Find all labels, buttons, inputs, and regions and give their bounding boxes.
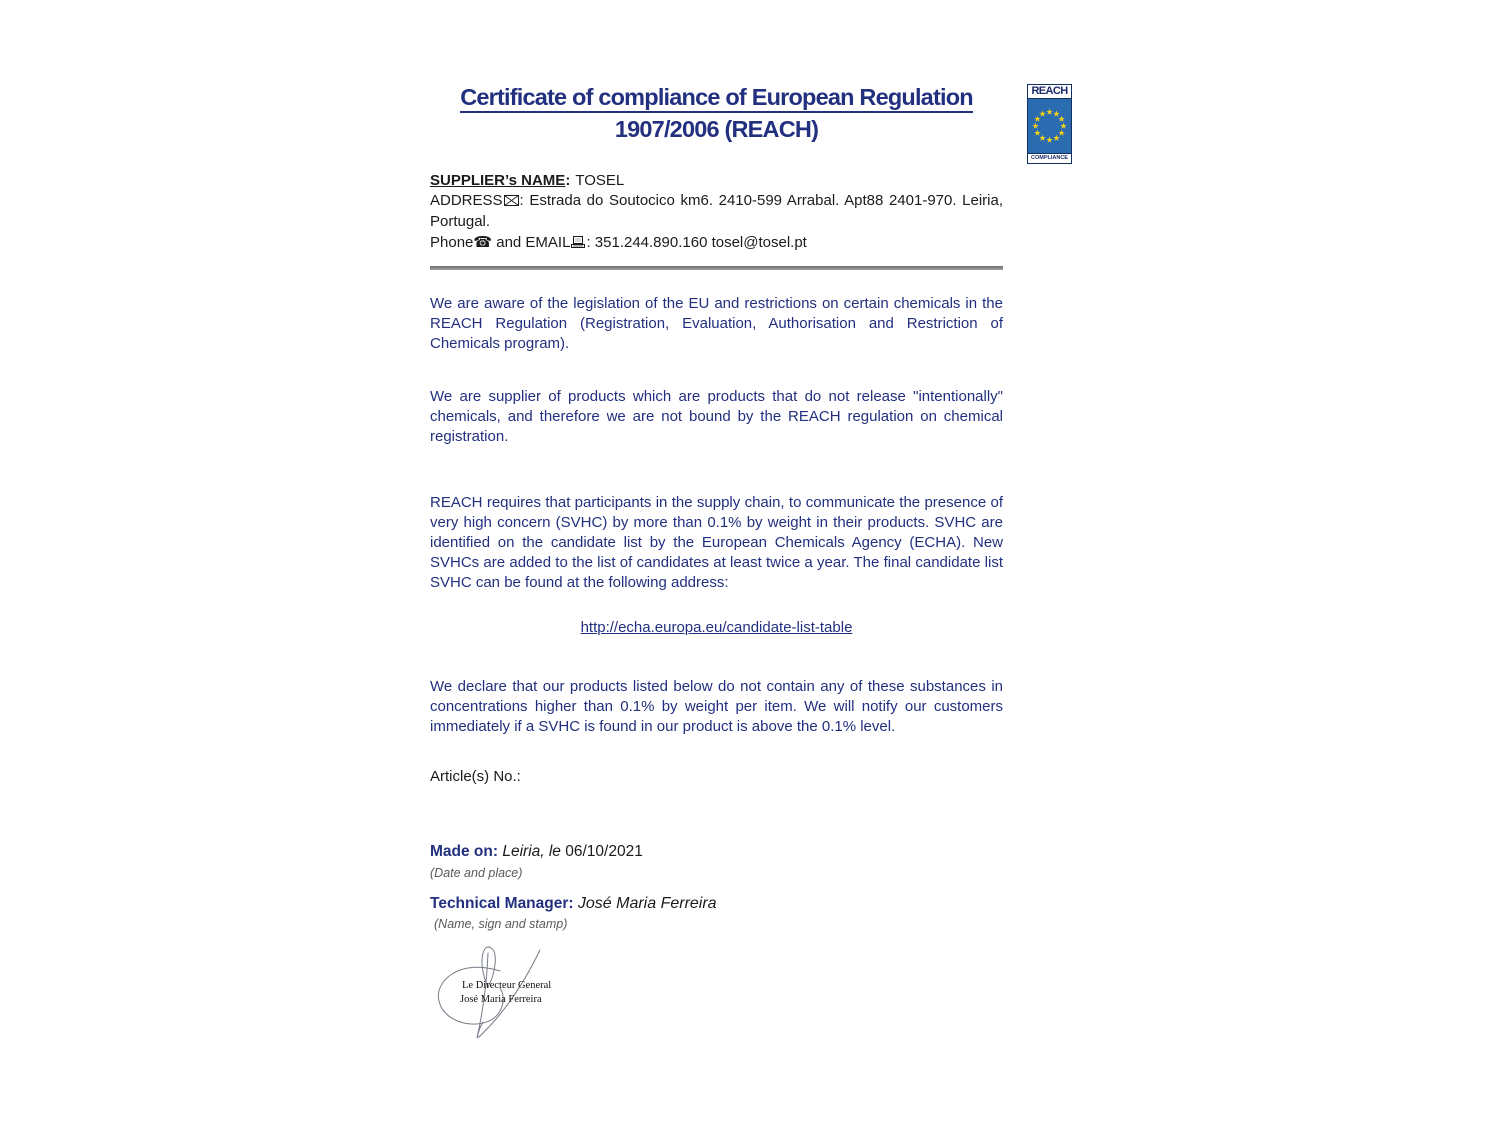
supplier-address-line-2: Portugal. bbox=[430, 213, 491, 230]
computer-icon bbox=[571, 234, 585, 254]
technical-manager-name: José Maria Ferreira bbox=[577, 895, 717, 912]
email-label: and EMAIL bbox=[496, 234, 571, 251]
technical-manager-line bbox=[430, 895, 1003, 913]
name-sign-stamp-caption: (Name, sign and stamp) bbox=[434, 917, 568, 931]
date-place-caption: (Date and place) bbox=[430, 866, 523, 880]
supplier-address-line bbox=[430, 191, 1003, 212]
paragraph-declaration: We declare that our products listed below do not contain any of these substances in concentrations higher than 0.1% by weight per item. We will notify our customers immediately if a SVHC is found in our product is above the 0.1% level. bbox=[430, 678, 1003, 735]
signature-name-text: José Maria Ferreira bbox=[460, 994, 542, 1005]
address-label: ADDRESS bbox=[430, 192, 503, 209]
signature-strokes bbox=[438, 947, 540, 1038]
reach-compliance-logo bbox=[1027, 84, 1072, 164]
logo-compliance-label: COMPLIANCE bbox=[1028, 153, 1071, 163]
made-on-date: 06/10/2021 bbox=[565, 843, 643, 860]
article-number-label: Article(s) No.: bbox=[430, 768, 521, 785]
contact-value: 351.244.890.160 tosel@tosel.pt bbox=[594, 234, 807, 251]
supplier-name-colon: : bbox=[565, 172, 571, 189]
contact-colon: : bbox=[586, 234, 591, 251]
supplier-name-value: TOSEL bbox=[575, 172, 625, 189]
phone-label: Phone bbox=[430, 234, 474, 251]
signature-stamp bbox=[428, 941, 556, 1049]
address-colon: : bbox=[519, 192, 524, 209]
made-on-line bbox=[430, 843, 1003, 861]
title-line-1: Certificate of compliance of European Regulation bbox=[430, 84, 1003, 110]
paragraph-svhc-requirements: REACH requires that participants in the supply chain, to communicate the presence of very high concern (SVHC) by more than 0.1% by weight in their products. SVHC are identified on the candidate list by the European Chemicals Agency (ECHA). New SVHCs are added to the list of candidates at least twice a year. The final candidate list SVHC can be found at the following address: bbox=[430, 494, 1003, 591]
signature-title-text: Le Directeur General bbox=[462, 980, 552, 991]
made-on-label: Made on: bbox=[430, 843, 499, 860]
address-text: Estrada do Soutocico km6. 2410-599 Arrabal. Apt88 2401-970. Leiria, bbox=[529, 192, 1004, 209]
technical-manager-label: Technical Manager: bbox=[430, 895, 574, 912]
logo-reach-label: REACH bbox=[1028, 85, 1071, 99]
supplier-contact-line bbox=[430, 232, 1003, 254]
made-on-place: Leiria, le bbox=[502, 843, 561, 860]
supplier-block bbox=[430, 171, 1003, 254]
supplier-name-line bbox=[430, 171, 1003, 191]
paragraph-supplier-statement: We are supplier of products which are products that do not release "intentionally" chemicals, and therefore we are not bound by the REACH regulation on chemical registration. bbox=[430, 388, 1003, 445]
candidate-list-link-row bbox=[430, 619, 1003, 637]
horizontal-divider bbox=[430, 266, 1003, 270]
candidate-list-link[interactable]: http://echa.europa.eu/candidate-list-table bbox=[580, 619, 853, 636]
eu-stars-icon bbox=[1028, 99, 1071, 153]
title-line-2: 1907/2006 (REACH) bbox=[614, 116, 819, 142]
envelope-icon bbox=[504, 192, 519, 212]
phone-icon: ☎ bbox=[473, 233, 493, 251]
page-title bbox=[430, 84, 1003, 148]
paragraph-awareness: We are aware of the legislation of the EU and restrictions on certain chemicals in the REACH Regulation (Registration, Evaluation, Authorisation and Restriction of Chemicals program). bbox=[430, 295, 1003, 352]
supplier-name-label: SUPPLIER’s NAME bbox=[430, 172, 566, 189]
